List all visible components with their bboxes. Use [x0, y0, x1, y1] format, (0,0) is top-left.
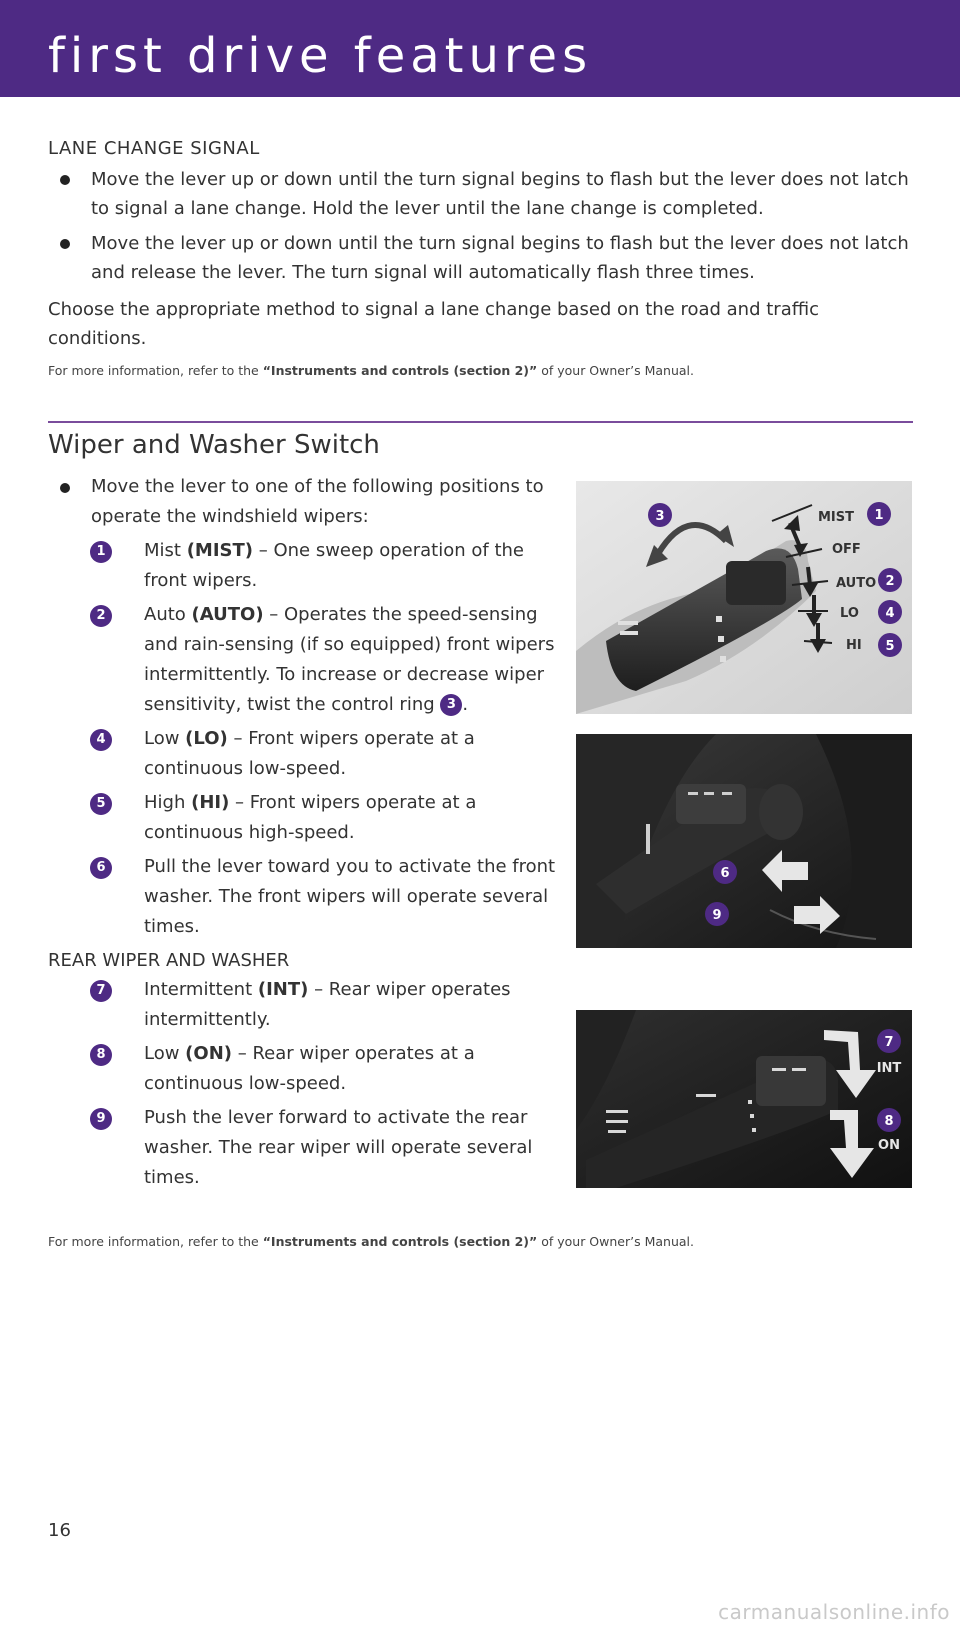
badge-5: 5	[885, 639, 895, 654]
lane-change-paragraph: Choose the appropriate method to signal a lane change based on the road and traffic conditions.	[48, 299, 820, 349]
label-mist: MIST	[818, 510, 855, 525]
item-description: – Rear wiper operates at a continuous low-speed.	[144, 1043, 475, 1094]
step-number-badge: 5	[90, 793, 112, 815]
wiper-stalk-photo	[576, 481, 912, 714]
wiper-instructions	[48, 472, 558, 1193]
item-description: – One sweep operation of the front wipers.	[144, 540, 524, 591]
item-mode: (HI)	[191, 792, 230, 813]
wiper-stalk-illustration	[576, 481, 912, 714]
footnote-reference: “Instruments and controls (section 2)”	[262, 1234, 538, 1249]
item-mode: (INT)	[257, 979, 309, 1000]
label-off: OFF	[832, 542, 861, 557]
step-number-badge: 9	[90, 1108, 112, 1130]
lane-change-bullet: Move the lever up or down until the turn signal begins to flash but the lever does not latch to signal a lane change. Hold the lever until the lane change is completed.	[48, 165, 914, 223]
footnote-prefix: For more information, refer to the	[48, 1234, 263, 1249]
front-wiper-list	[48, 536, 558, 942]
footnote-suffix: of your Owner’s Manual.	[537, 363, 694, 378]
item-description: – Operates the speed-sensing and rain-sensing (if so equipped) front wipers intermittently. To increase or decrease wiper sensitivity, twist the control ring	[144, 604, 555, 715]
label-on: ON	[878, 1138, 900, 1153]
section-divider	[48, 421, 913, 423]
header-bar	[0, 0, 960, 97]
badge-2: 2	[885, 574, 895, 589]
wiper-intro: Move the lever to one of the following positions to operate the windshield wipers:	[48, 472, 558, 532]
inline-number-badge: 3	[440, 694, 462, 716]
step-number-badge: 1	[90, 541, 112, 563]
lane-change-footnote	[48, 363, 914, 378]
wiper-item	[48, 536, 558, 596]
page-title: first drive features	[48, 28, 593, 84]
badge-4: 4	[885, 606, 895, 621]
wiper-item	[48, 600, 558, 720]
lane-change-heading: LANE CHANGE SIGNAL	[48, 138, 260, 159]
footnote-prefix: For more information, refer to the	[48, 363, 263, 378]
item-prefix: Mist	[144, 540, 187, 561]
badge-3: 3	[655, 509, 665, 524]
wiper-item	[48, 975, 558, 1035]
step-number-badge: 6	[90, 857, 112, 879]
washer-photo	[576, 734, 912, 948]
item-description: – Front wipers operate at a continuous low-speed.	[144, 728, 475, 779]
step-number-badge: 7	[90, 980, 112, 1002]
item-description: Pull the lever toward you to activate the front washer. The front wipers will operate several times.	[144, 856, 556, 937]
watermark: carmanualsonline.info	[718, 1600, 950, 1624]
badge-1: 1	[874, 508, 884, 523]
item-tail: .	[462, 694, 469, 715]
item-mode: (MIST)	[186, 540, 254, 561]
item-mode: (ON)	[185, 1043, 232, 1064]
badge-6: 6	[720, 866, 730, 881]
wiper-item	[48, 1039, 558, 1099]
lane-change-section	[48, 138, 914, 378]
badge-9: 9	[712, 908, 722, 923]
footnote-reference: “Instruments and controls (section 2)”	[262, 363, 538, 378]
footnote-suffix: of your Owner’s Manual.	[537, 1234, 694, 1249]
rear-wiper-heading: REAR WIPER AND WASHER	[48, 950, 290, 971]
page-number: 16	[48, 1520, 71, 1541]
wiper-item	[48, 852, 558, 942]
wiper-item	[48, 1103, 558, 1193]
wiper-heading: Wiper and Washer Switch	[48, 430, 380, 460]
step-number-badge: 4	[90, 729, 112, 751]
label-int: INT	[876, 1061, 902, 1076]
rear-wiper-list	[48, 975, 558, 1193]
rear-wiper-photo	[576, 1010, 912, 1188]
rear-wiper-illustration	[576, 1010, 912, 1188]
washer-illustration	[576, 734, 912, 948]
item-mode: (LO)	[185, 728, 228, 749]
item-prefix: High	[144, 792, 192, 813]
step-number-badge: 8	[90, 1044, 112, 1066]
item-description: Push the lever forward to activate the rear washer. The rear wiper will operate several times.	[144, 1107, 533, 1188]
label-auto: AUTO	[836, 576, 877, 591]
item-prefix: Intermittent	[144, 979, 258, 1000]
wiper-footnote	[48, 1234, 694, 1249]
badge-8: 8	[884, 1114, 894, 1129]
step-number-badge: 2	[90, 605, 112, 627]
badge-7: 7	[884, 1035, 894, 1050]
wiper-item	[48, 788, 558, 848]
label-hi: HI	[846, 638, 862, 653]
item-description: – Front wipers operate at a continuous high-speed.	[144, 792, 477, 843]
item-prefix: Low	[144, 1043, 186, 1064]
item-mode: (AUTO)	[191, 604, 264, 625]
label-lo: LO	[840, 606, 859, 621]
wiper-item	[48, 724, 558, 784]
item-prefix: Auto	[144, 604, 192, 625]
item-description: – Rear wiper operates intermittently.	[144, 979, 511, 1030]
lane-change-bullet: Move the lever up or down until the turn signal begins to flash but the lever does not latch and release the lever. The turn signal will automatically flash three times.	[48, 229, 914, 287]
item-prefix: Low	[144, 728, 186, 749]
